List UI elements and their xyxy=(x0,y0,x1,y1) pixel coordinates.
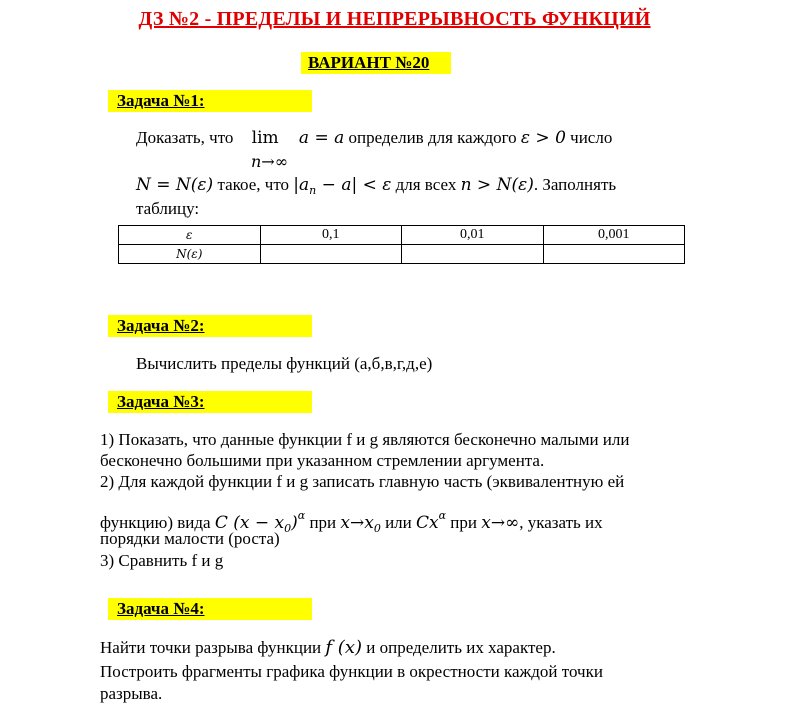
task-3-text: при xyxy=(450,513,477,532)
task-2-text: Вычислить пределы функций (а,б,в,г,д,е) xyxy=(136,354,433,373)
task-1-text: число xyxy=(570,128,613,147)
task-3-label: Задача №3: xyxy=(108,391,312,413)
table-cell xyxy=(543,245,685,264)
table-cell: 0,001 xyxy=(543,226,685,245)
table-cell: N(ε) xyxy=(119,245,261,264)
task-4-text: Найти точки разрыва функции xyxy=(100,638,322,657)
task-1-text: определив для каждого xyxy=(348,128,517,147)
power-expression-2: $Cx^\alpha$ xyxy=(416,509,447,533)
table-row xyxy=(119,226,685,245)
task-1-line-2 xyxy=(136,175,616,201)
task-3-line-6: 3) Сравнить f и g xyxy=(100,551,224,570)
epsilon-table xyxy=(118,225,685,264)
infinity-expression: x→∞ xyxy=(481,513,520,533)
epsilon-condition: ε > 0 xyxy=(520,128,566,148)
task-4-line-3: разрыва. xyxy=(100,684,163,703)
task-4-text: и определить их характер. xyxy=(366,638,556,657)
task-3-text: при xyxy=(309,513,337,532)
task-1-line-3: таблицу: xyxy=(136,199,200,218)
table-cell xyxy=(260,245,402,264)
task-2-label: Задача №2: xyxy=(108,315,312,337)
task-3-text: функцию) вида xyxy=(100,513,211,532)
table-row xyxy=(119,245,685,264)
table-cell xyxy=(402,245,544,264)
lim-symbol: lim xyxy=(251,128,279,148)
task-1-text: такое, что xyxy=(217,175,290,194)
task-3-line-5: порядки малости (роста) xyxy=(100,529,280,548)
task-4-line-1 xyxy=(100,638,556,658)
task-1-text: Доказать, что xyxy=(136,128,234,147)
task-4-label: Задача №4: xyxy=(108,598,312,620)
N-expression: N = N(ε) xyxy=(136,175,214,195)
task-1-line-1 xyxy=(136,128,612,148)
task-3-text: или xyxy=(385,513,412,532)
arrow-expression: $x\to x_0$ xyxy=(340,513,381,535)
abs-expression: $|a_n - a| < \varepsilon$ xyxy=(293,175,392,197)
task-3-line-1: 1) Показать, что данные функции f и g являются бесконечно малыми или xyxy=(100,430,630,449)
table-cell: 0,01 xyxy=(402,226,544,245)
task-4-line-2: Построить фрагменты графика функции в окрестности каждой точки xyxy=(100,662,603,681)
task-1-text: . Заполнять xyxy=(533,175,617,194)
n-condition: n > N(ε) xyxy=(460,175,534,195)
limit-subscript: n→∞ xyxy=(251,152,289,171)
table-cell: ε xyxy=(119,226,261,245)
task-3-line-3: 2) Для каждой функции f и g записать главную часть (эквивалентную ей xyxy=(100,472,625,491)
variant-label: ВАРИАНТ №20 xyxy=(301,52,451,74)
page-title: ДЗ №2 - ПРЕДЕЛЫ И НЕПРЕРЫВНОСТЬ ФУНКЦИЙ xyxy=(138,8,651,30)
task-3-line-2: бесконечно большими при указанном стремлении аргумента. xyxy=(100,451,545,470)
limit-expression: a = a xyxy=(298,128,345,148)
power-expression: C $(x - x_0)^\alpha$ xyxy=(214,509,306,535)
function-expression: f (x) xyxy=(325,637,362,658)
table-cell: 0,1 xyxy=(260,226,402,245)
task-3-text: , указать их xyxy=(519,513,603,532)
task-1-label: Задача №1: xyxy=(108,90,312,112)
task-1-text: для всех xyxy=(395,175,457,194)
